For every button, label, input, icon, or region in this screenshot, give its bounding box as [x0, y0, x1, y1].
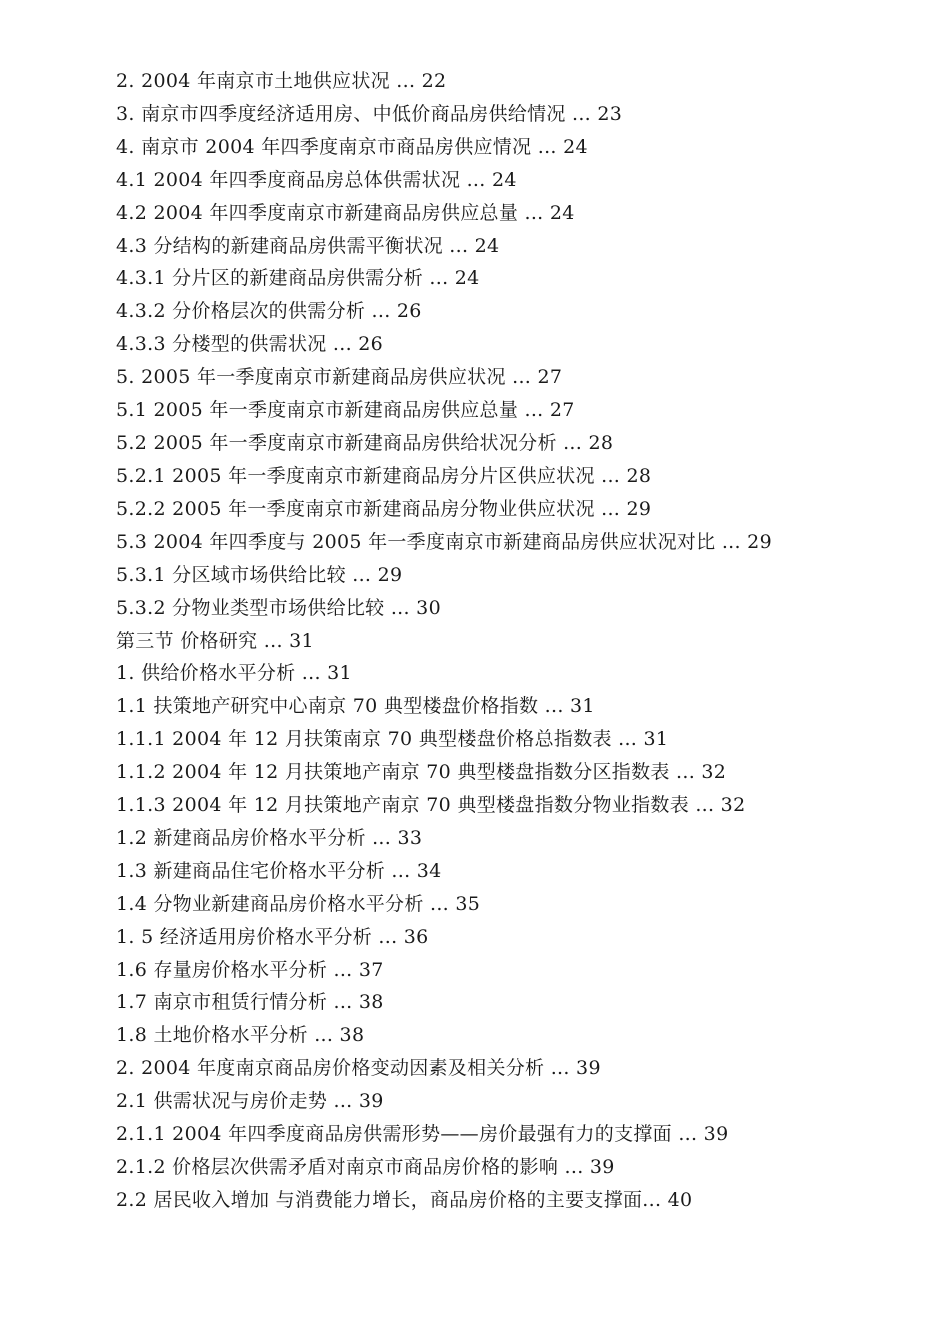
toc-entry: 1.4 分物业新建商品房价格水平分析 ... 35 [116, 892, 481, 915]
toc-entry: 2.1.2 价格层次供需矛盾对南京市商品房价格的影响 ... 39 [116, 1156, 615, 1178]
toc-entry: 1.7 南京市租赁行情分析 ... 38 [116, 991, 384, 1014]
toc-entry: 3. 南京市四季度经济适用房、中低价商品房供给情况 ... 23 [116, 102, 623, 125]
toc-entry: 1.1 扶策地产研究中心南京 70 典型楼盘价格指数 ... 31 [116, 695, 595, 718]
toc-entry: 5.1 2005 年一季度南京市新建商品房供应总量 ... 27 [116, 399, 575, 422]
toc-entry: 2. 2004 年南京市土地供应状况 ... 22 [116, 70, 447, 92]
toc-entry: 1.1.1 2004 年 12 月扶策南京 70 典型楼盘价格总指数表 ... 31 [116, 728, 669, 751]
toc-entry: 5.3 2004 年四季度与 2005 年一季度南京市新建商品房供应状况对比 ... 29 [116, 530, 772, 553]
toc-entry: 1.8 土地价格水平分析 ... 38 [116, 1024, 365, 1047]
toc-entry: 4.2 2004 年四季度南京市新建商品房供应总量 ... 24 [116, 201, 575, 224]
toc-entry: 1. 供给价格水平分析 ... 31 [116, 662, 352, 685]
toc-entry: 1.2 新建商品房价格水平分析 ... 33 [116, 826, 423, 849]
toc-entry: 5.3.2 分物业类型市场供给比较 ... 30 [116, 596, 441, 619]
toc-entry: 2.2 居民收入增加 与消费能力增长，商品房价格的主要支撑面... 40 [116, 1188, 693, 1211]
toc-entry: 1.1.3 2004 年 12 月扶策地产南京 70 典型楼盘指数分物业指数表 ... 32 [116, 794, 746, 817]
toc-entry: 4.3.3 分楼型的供需状况 ... 26 [116, 333, 384, 356]
toc-entry: 2.1 供需状况与房价走势 ... 39 [116, 1090, 384, 1113]
toc-entry: 4. 南京市 2004 年四季度南京市商品房供应情况 ... 24 [116, 135, 588, 158]
toc-entry: 5.2 2005 年一季度南京市新建商品房供给状况分析 ... 28 [116, 431, 614, 454]
toc-entry: 1.1.2 2004 年 12 月扶策地产南京 70 典型楼盘指数分区指数表 ... 32 [116, 761, 727, 784]
toc-entry: 5.2.2 2005 年一季度南京市新建商品房分物业供应状况 ... 29 [116, 497, 652, 520]
toc-entry: 4.3 分结构的新建商品房供需平衡状况 ... 24 [116, 234, 500, 257]
toc-entry: 5. 2005 年一季度南京市新建商品房供应状况 ... 27 [116, 366, 563, 389]
toc-entry: 4.3.1 分片区的新建商品房供需分析 ... 24 [116, 267, 480, 290]
toc-entry: 4.3.2 分价格层次的供需分析 ... 26 [116, 300, 422, 323]
toc-entry: 1.6 存量房价格水平分析 ... 37 [116, 958, 384, 981]
toc-entry: 第三节 价格研究 ... 31 [116, 629, 314, 652]
toc-entry: 1. 5 经济适用房价格水平分析 ... 36 [116, 925, 429, 948]
toc-entry: 4.1 2004 年四季度商品房总体供需状况 ... 24 [116, 168, 517, 191]
table-of-contents [116, 65, 826, 1217]
toc-entry: 1.3 新建商品住宅价格水平分析 ... 34 [116, 859, 442, 882]
toc-entry: 5.3.1 分区域市场供给比较 ... 29 [116, 563, 403, 586]
toc-entry: 2.1.1 2004 年四季度商品房供需形势——房价最强有力的支撑面 ... 39 [116, 1123, 729, 1146]
toc-entry: 2. 2004 年度南京商品房价格变动因素及相关分析 ... 39 [116, 1057, 601, 1080]
toc-entry: 5.2.1 2005 年一季度南京市新建商品房分片区供应状况 ... 28 [116, 464, 652, 487]
